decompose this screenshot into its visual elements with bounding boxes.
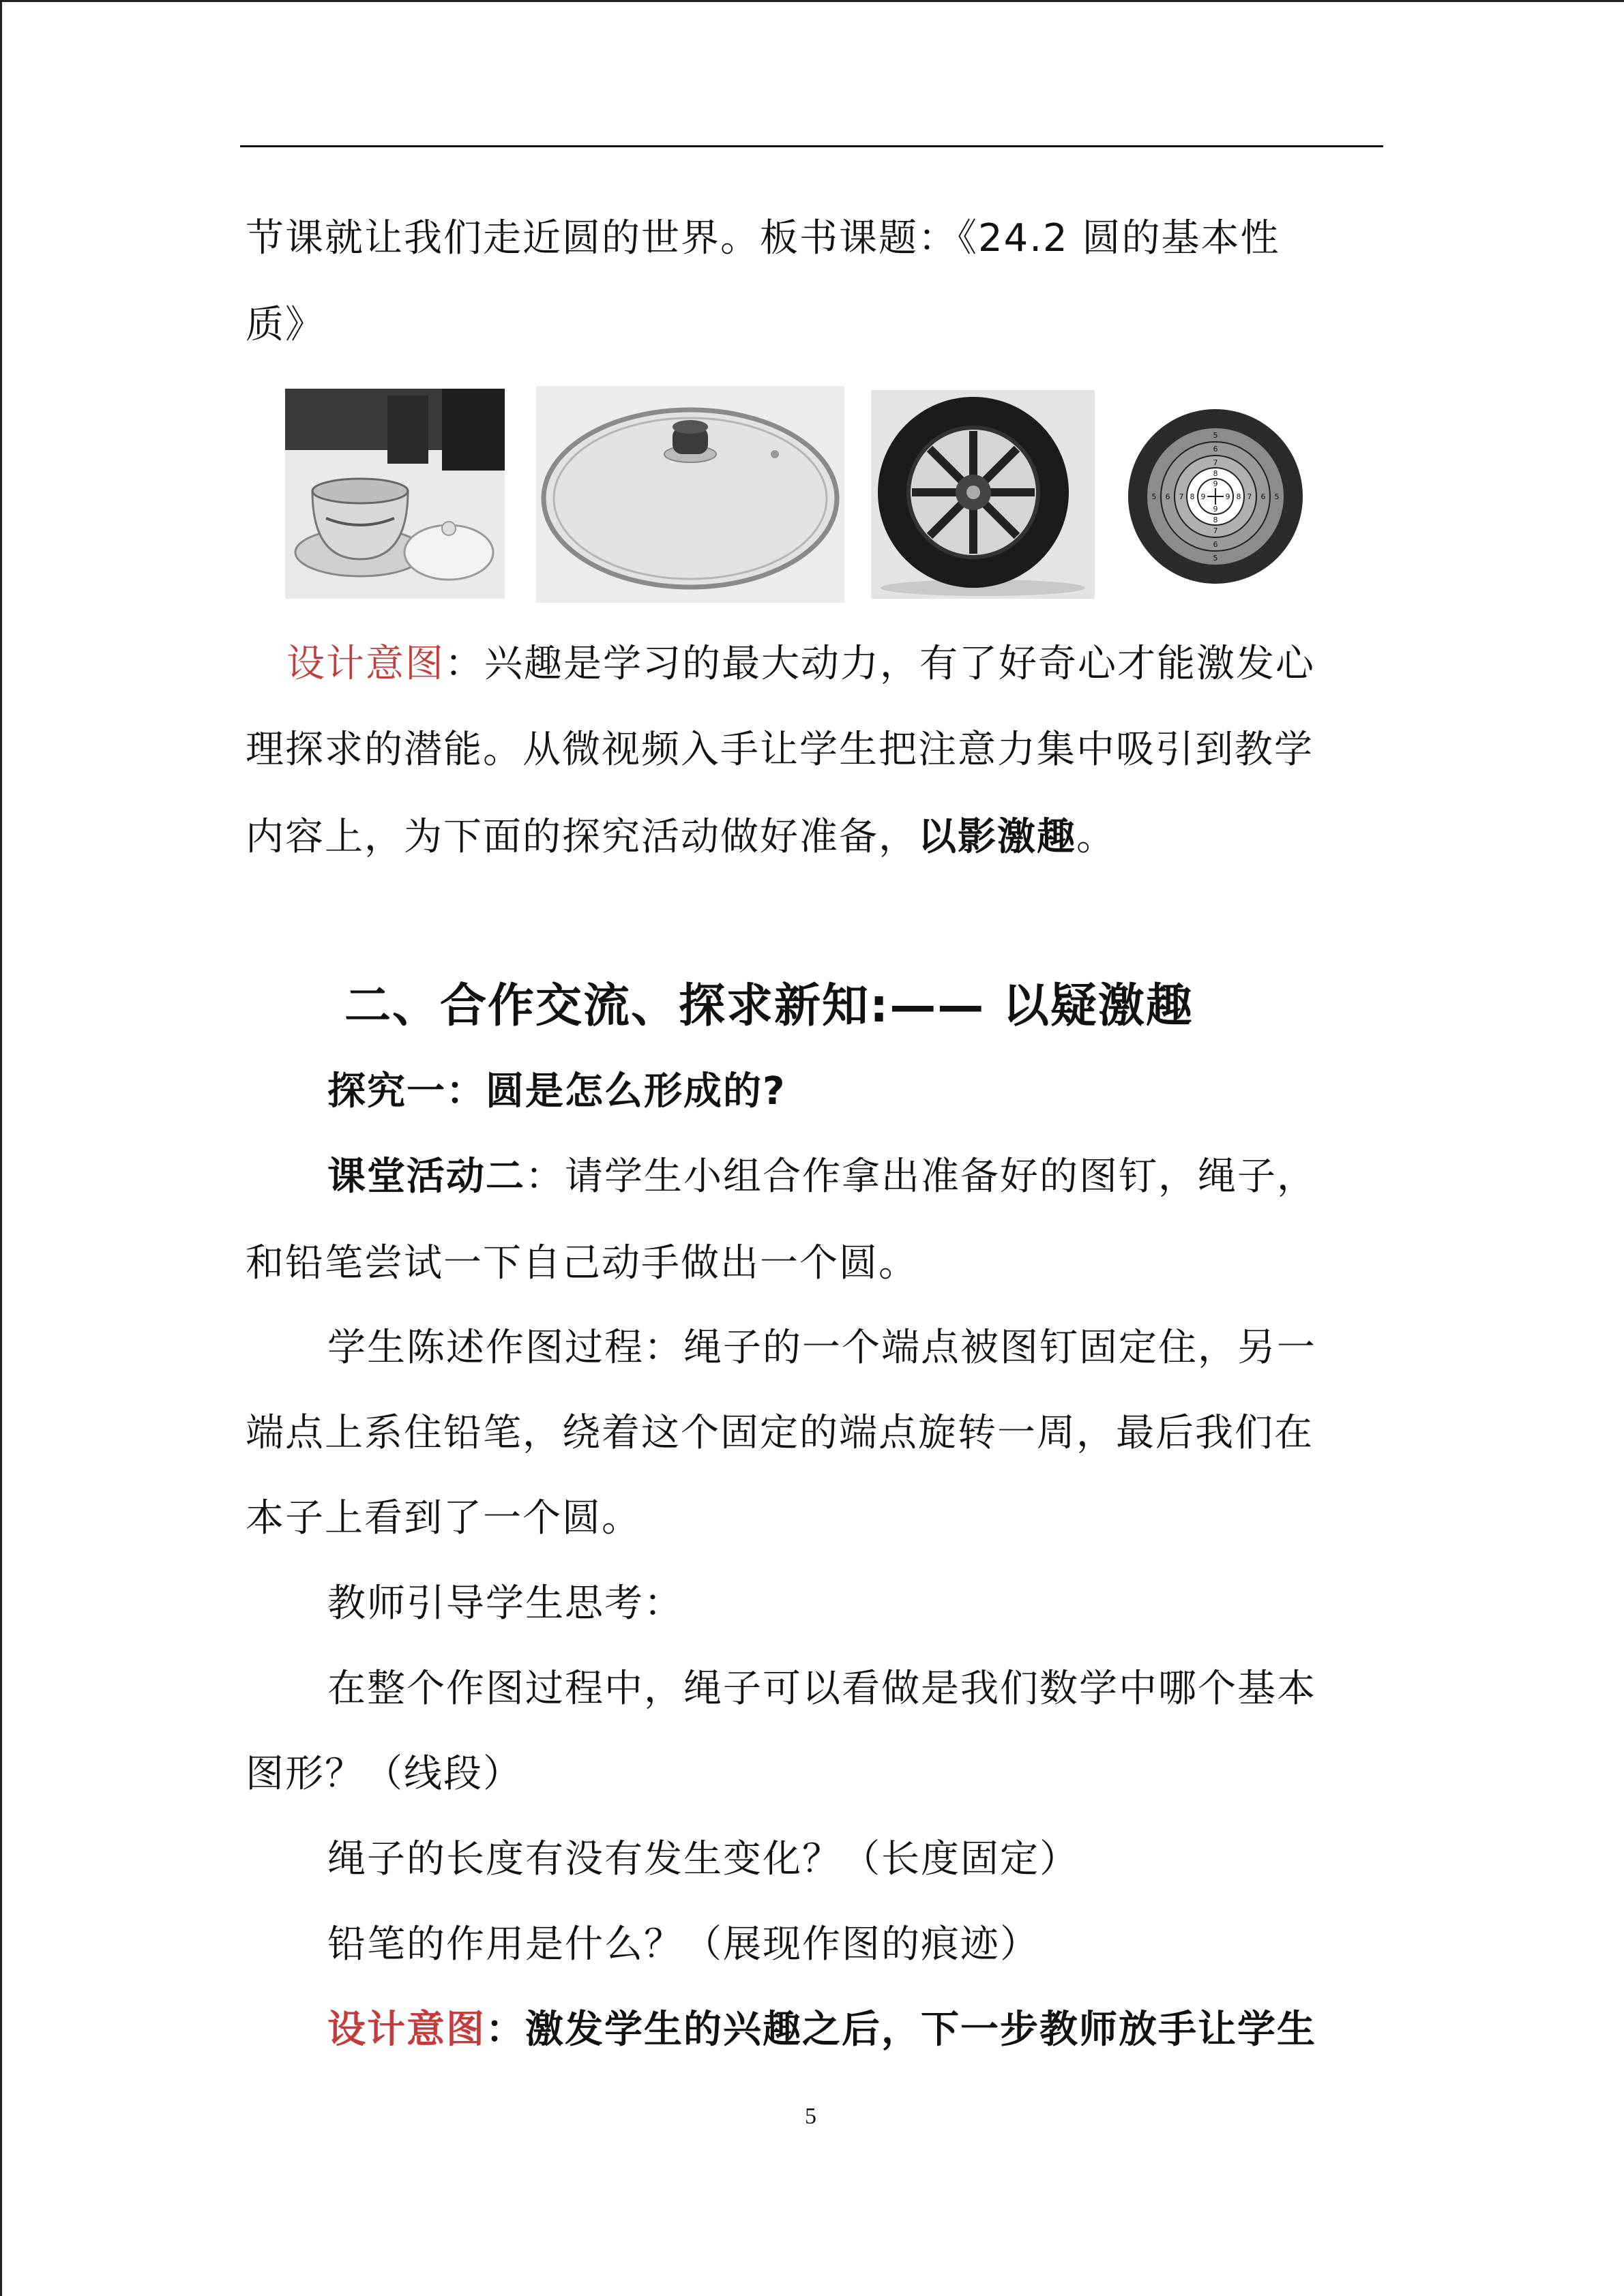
activity-2-line-1 [327,1152,1316,1202]
design-intent-2-text: ：激发学生的兴趣之后，下一步教师放手让学生 [486,2008,1316,2052]
design-intent-2-line [327,2006,1316,2055]
student-desc-line-3: 本子上看到了一个圆。 [246,1496,641,1540]
design-intent-1-line-2: 理探求的潜能。从微视频入手让学生把注意力集中吸引到教学 [246,728,1314,772]
target-label-9-bottom: 9 [1213,505,1218,513]
activity-2-line-2: 和铅笔尝试一下自己动手做出一个圆。 [246,1241,918,1285]
target-label-6-top: 6 [1213,445,1218,453]
question-3: 铅笔的作用是什么？（展现作图的痕迹） [327,1922,1039,1967]
design-intent-1-line-3 [246,813,1116,862]
design-intent-1-line-1 [286,640,1315,689]
shooting-target-photo [1127,408,1304,585]
glass-pot-lid-photo [536,386,844,603]
activity-2-label: 课堂活动二 [327,1154,525,1199]
target-label-7-bottom: 7 [1213,526,1218,535]
target-label-9-left: 9 [1200,492,1206,501]
student-desc-line-2: 端点上系住铅笔，绕着这个固定的端点旋转一周，最后我们在 [246,1411,1314,1455]
question-2: 绳子的长度有没有发生变化？（长度固定） [327,1837,1079,1881]
target-label-5-left: 5 [1151,492,1157,501]
target-label-7-right: 7 [1247,492,1252,501]
design-intent-2-label: 设计意图 [327,2008,486,2052]
activity-2-text-1: ：请学生小组合作拿出准备好的图钉，绳子， [525,1154,1316,1199]
target-label-9-right: 9 [1225,492,1230,501]
target-label-5-right: 5 [1274,492,1280,501]
student-desc-line-1: 学生陈述作图过程：绳子的一个端点被图钉固定住，另一 [327,1326,1316,1370]
page-number: 5 [805,2104,816,2129]
intro-line-1: 节课就让我们走近圆的世界。板书课题：《24.2 圆的基本性 [246,216,1280,260]
target-label-6-left: 6 [1165,492,1170,501]
design-intent-1-text-3: 内容上，为下面的探究活动做好准备， [246,815,918,859]
target-label-7-top: 7 [1213,458,1218,467]
section-2-heading: 二、合作交流、探求新知:—— 以疑激趣 [344,979,1194,1033]
target-label-6-right: 6 [1260,492,1266,501]
target-label-7-left: 7 [1179,492,1184,501]
explore-1-title: 探究一：圆是怎么形成的? [327,1069,786,1114]
design-intent-1-text-1: 兴趣是学习的最大动力，有了好奇心才能激发心 [484,642,1315,686]
intro-line-2: 质》 [246,303,325,347]
header-rule [240,145,1383,147]
design-intent-1-end: 。 [1076,815,1116,859]
design-intent-1-colon: ： [445,642,484,686]
question-1-line-2: 图形？（线段） [246,1752,522,1796]
glass-teacup-photo [285,389,505,599]
design-intent-1-label: 设计意图 [286,642,445,686]
target-label-8-right: 8 [1236,492,1241,501]
car-tire-photo [871,390,1095,599]
target-label-8-left: 8 [1190,492,1195,501]
target-label-5-top: 5 [1213,431,1218,440]
question-1-line-1: 在整个作图过程中，绳子可以看做是我们数学中哪个基本 [327,1667,1316,1711]
design-intent-1-emphasis: 以影激趣 [918,815,1076,859]
target-label-5-bottom: 5 [1213,554,1218,563]
target-label-9-top: 9 [1213,479,1218,488]
target-label-8-bottom: 8 [1213,516,1218,524]
teacher-guide: 教师引导学生思考： [327,1581,683,1626]
target-label-6-bottom: 6 [1213,540,1218,549]
target-label-8-top: 8 [1213,469,1218,478]
